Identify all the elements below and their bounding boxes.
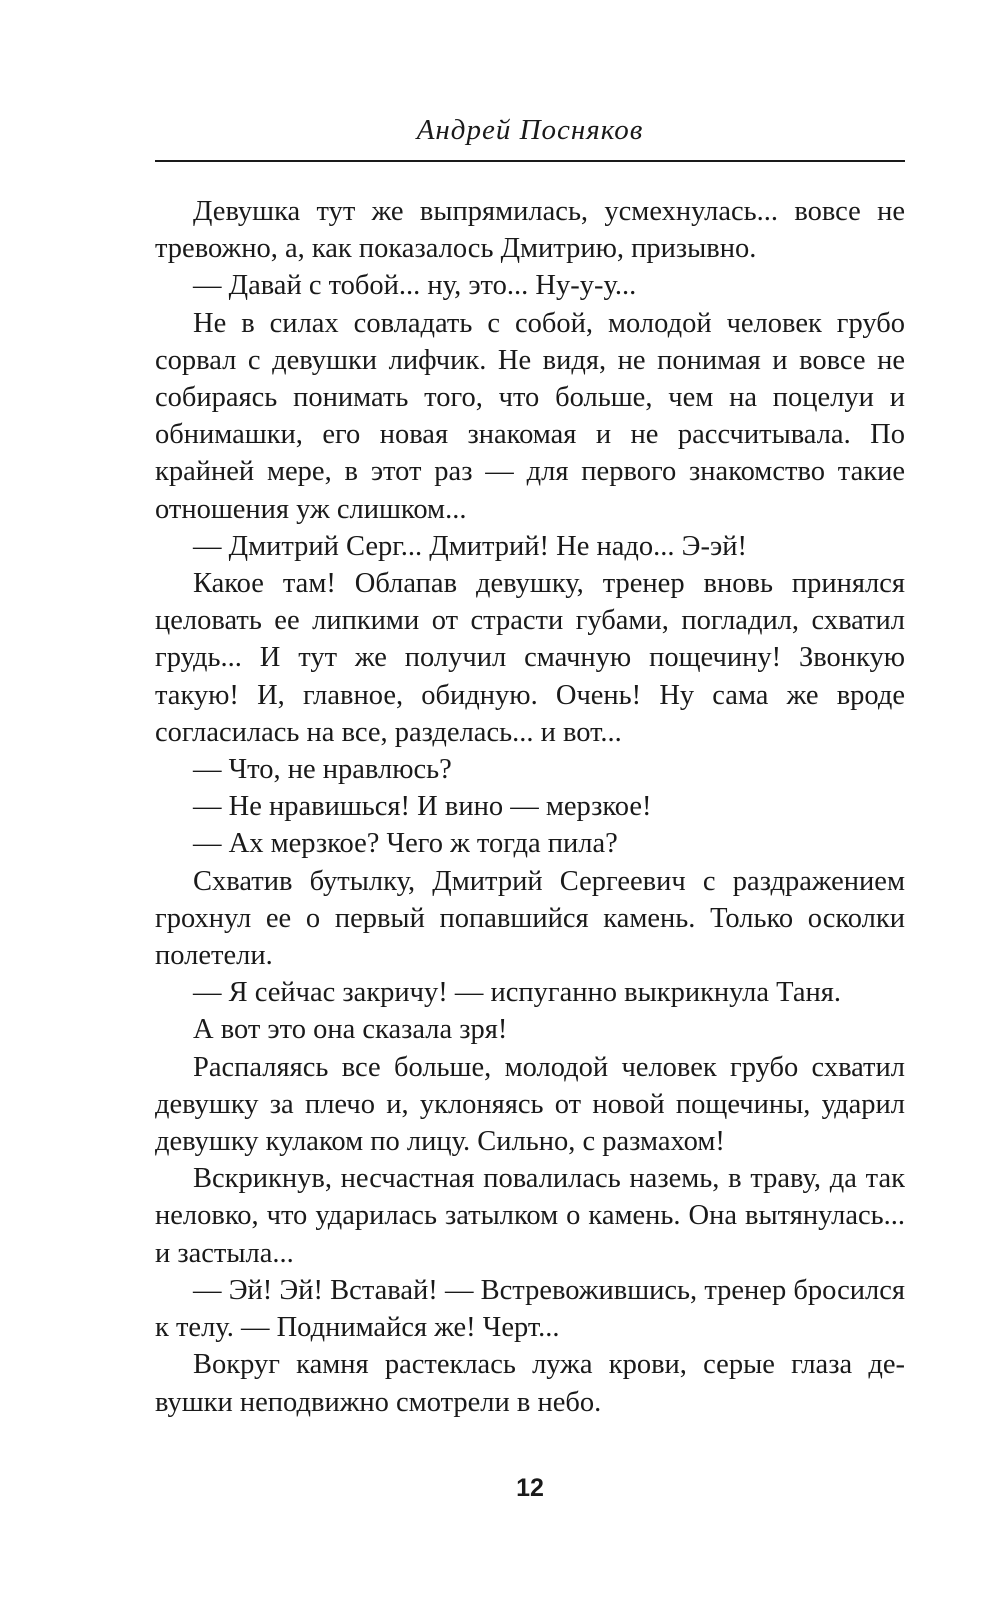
page-number: 12: [516, 1474, 544, 1502]
paragraph: — Эй! Эй! Вставай! — Встревожившись, тренер бросился к телу. — Поднимайся же! Черт...: [155, 1274, 905, 1344]
paragraph: — Что, не нравлюсь?: [193, 754, 452, 786]
running-head: Андрей Посняков: [416, 114, 644, 146]
paragraph: — Ах мерзкое? Чего ж тогда пила?: [193, 828, 618, 860]
paragraph: А вот это она сказала зря!: [193, 1014, 508, 1046]
body-text: [155, 193, 905, 1421]
paragraph: — Давай с тобой... ну, это... Ну-у-у...: [193, 270, 637, 302]
paragraph: Не в силах совладать с собой, молодой человек грубо сорвал с девушки лифчик. Не видя, не понимая и вовсе не собираясь понимать того, что больше, чем на поцелуи и обнимашки, его новая знакомая и не рассчитывала. По крайней мере, в этот раз — для первого знакомство такие отношения уж слишком...: [155, 307, 905, 525]
paragraph: Девушка тут же выпрямилась, усмехнулась... вовсе не тревожно, а, как показалось Дмитрию, призывно.: [155, 196, 905, 265]
paragraph: Распаляясь все больше, молодой человек грубо схватил девушку за плечо и, уклоняясь от новой пощечины, ударил девушку кулаком по лицу. Сильно, с размахом!: [155, 1051, 905, 1158]
paragraph: — Не нравишься! И вино — мерзкое!: [193, 791, 652, 823]
paragraph: — Дмитрий Серг... Дмитрий! Не надо... Э-эй!: [193, 530, 747, 562]
header-rule: [155, 160, 905, 162]
paragraph: Вскрикнув, несчастная повалилась наземь, в траву, да так неловко, что ударилась затылком о камень. Она вытянулась... и застыла...: [155, 1163, 905, 1269]
paragraph: Вокруг камня растеклась лужа крови, серые глаза девушки неподвижно смотрели в небо.: [155, 1349, 905, 1418]
paragraph: — Я сейчас закричу! — испуганно выкрикнула Таня.: [193, 977, 841, 1009]
paragraph: Схватив бутылку, Дмитрий Сергеевич с раздражением грохнул ее о первый попавшийся камень. Только осколки полетели.: [155, 865, 905, 972]
paragraph: Какое там! Облапав девушку, тренер вновь принялся целовать ее липкими от страсти губами, погладил, схватил грудь... И тут же получил смачную пощечину! Звонкую такую! И, главное, обидную. Очень! Ну сама же вроде согласилась на все, разделась... и вот...: [155, 568, 905, 748]
